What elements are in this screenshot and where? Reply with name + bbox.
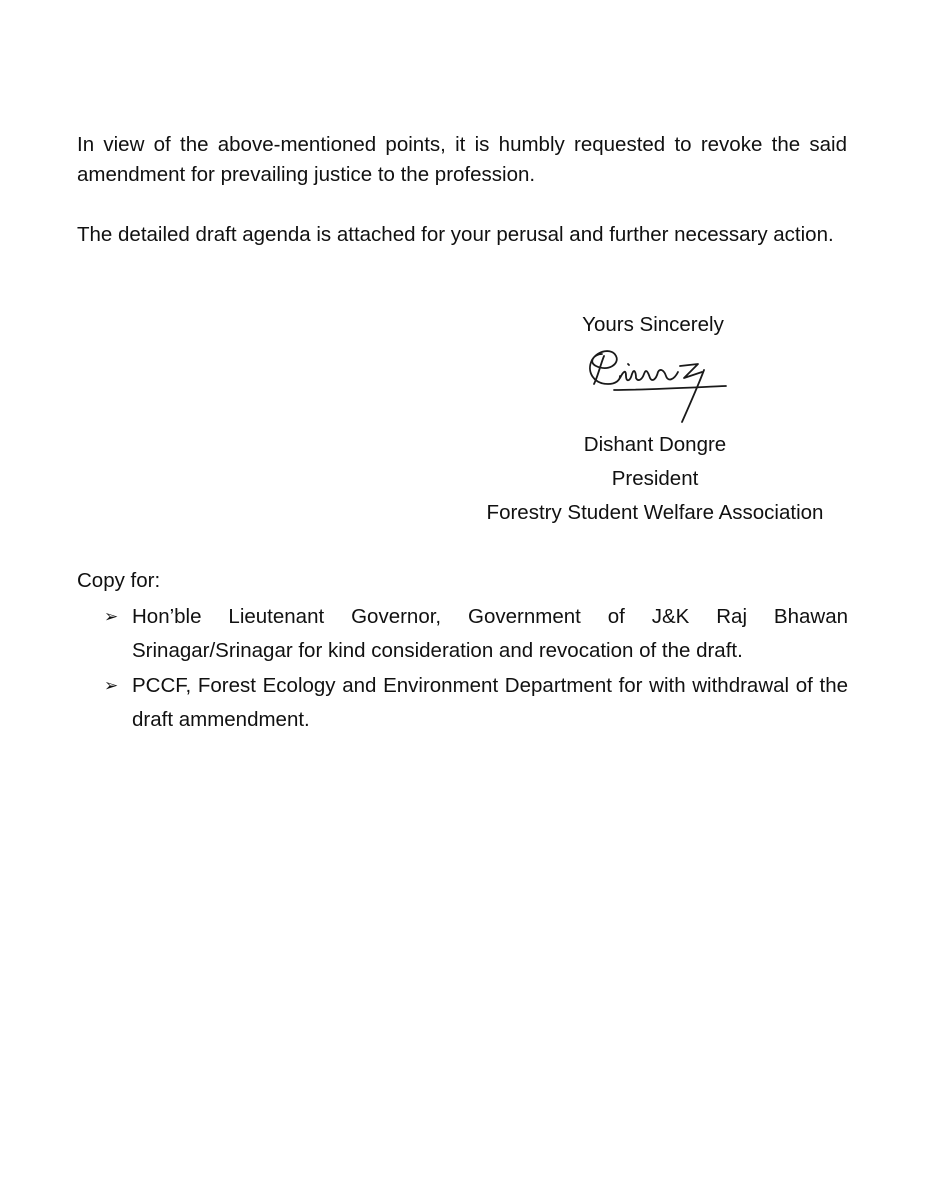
signatory-organization: Forestry Student Welfare Association <box>486 501 824 524</box>
signatory-title: President <box>611 467 699 490</box>
list-item <box>104 600 848 668</box>
copy-item-text: Hon’ble Lieutenant Governor, Government of J&K Raj Bhawan Srinagar/Srinagar for kind consideration and revocation of the draft. <box>132 605 848 662</box>
closing-text: Yours Sincerely <box>582 313 724 336</box>
signatory-name: Dishant Dongre <box>583 433 727 456</box>
body-paragraph-1: In view of the above-mentioned points, it is humbly requested to revoke the said amendment for prevailing justice to the profession. <box>77 133 847 186</box>
arrow-bullet-icon: ➢ <box>104 607 119 626</box>
arrow-bullet-icon: ➢ <box>104 676 119 695</box>
copy-heading: Copy for: <box>77 569 161 592</box>
copy-list <box>104 600 848 738</box>
closing-line <box>453 308 853 342</box>
copy-item-text: PCCF, Forest Ecology and Environment Department for with withdrawal of the draft ammendment. <box>132 674 848 731</box>
list-item <box>104 669 848 737</box>
body-paragraph-2: The detailed draft agenda is attached for your perusal and further necessary action. <box>77 223 834 246</box>
signatory-block <box>455 428 855 530</box>
handwritten-signature-icon <box>580 342 740 426</box>
